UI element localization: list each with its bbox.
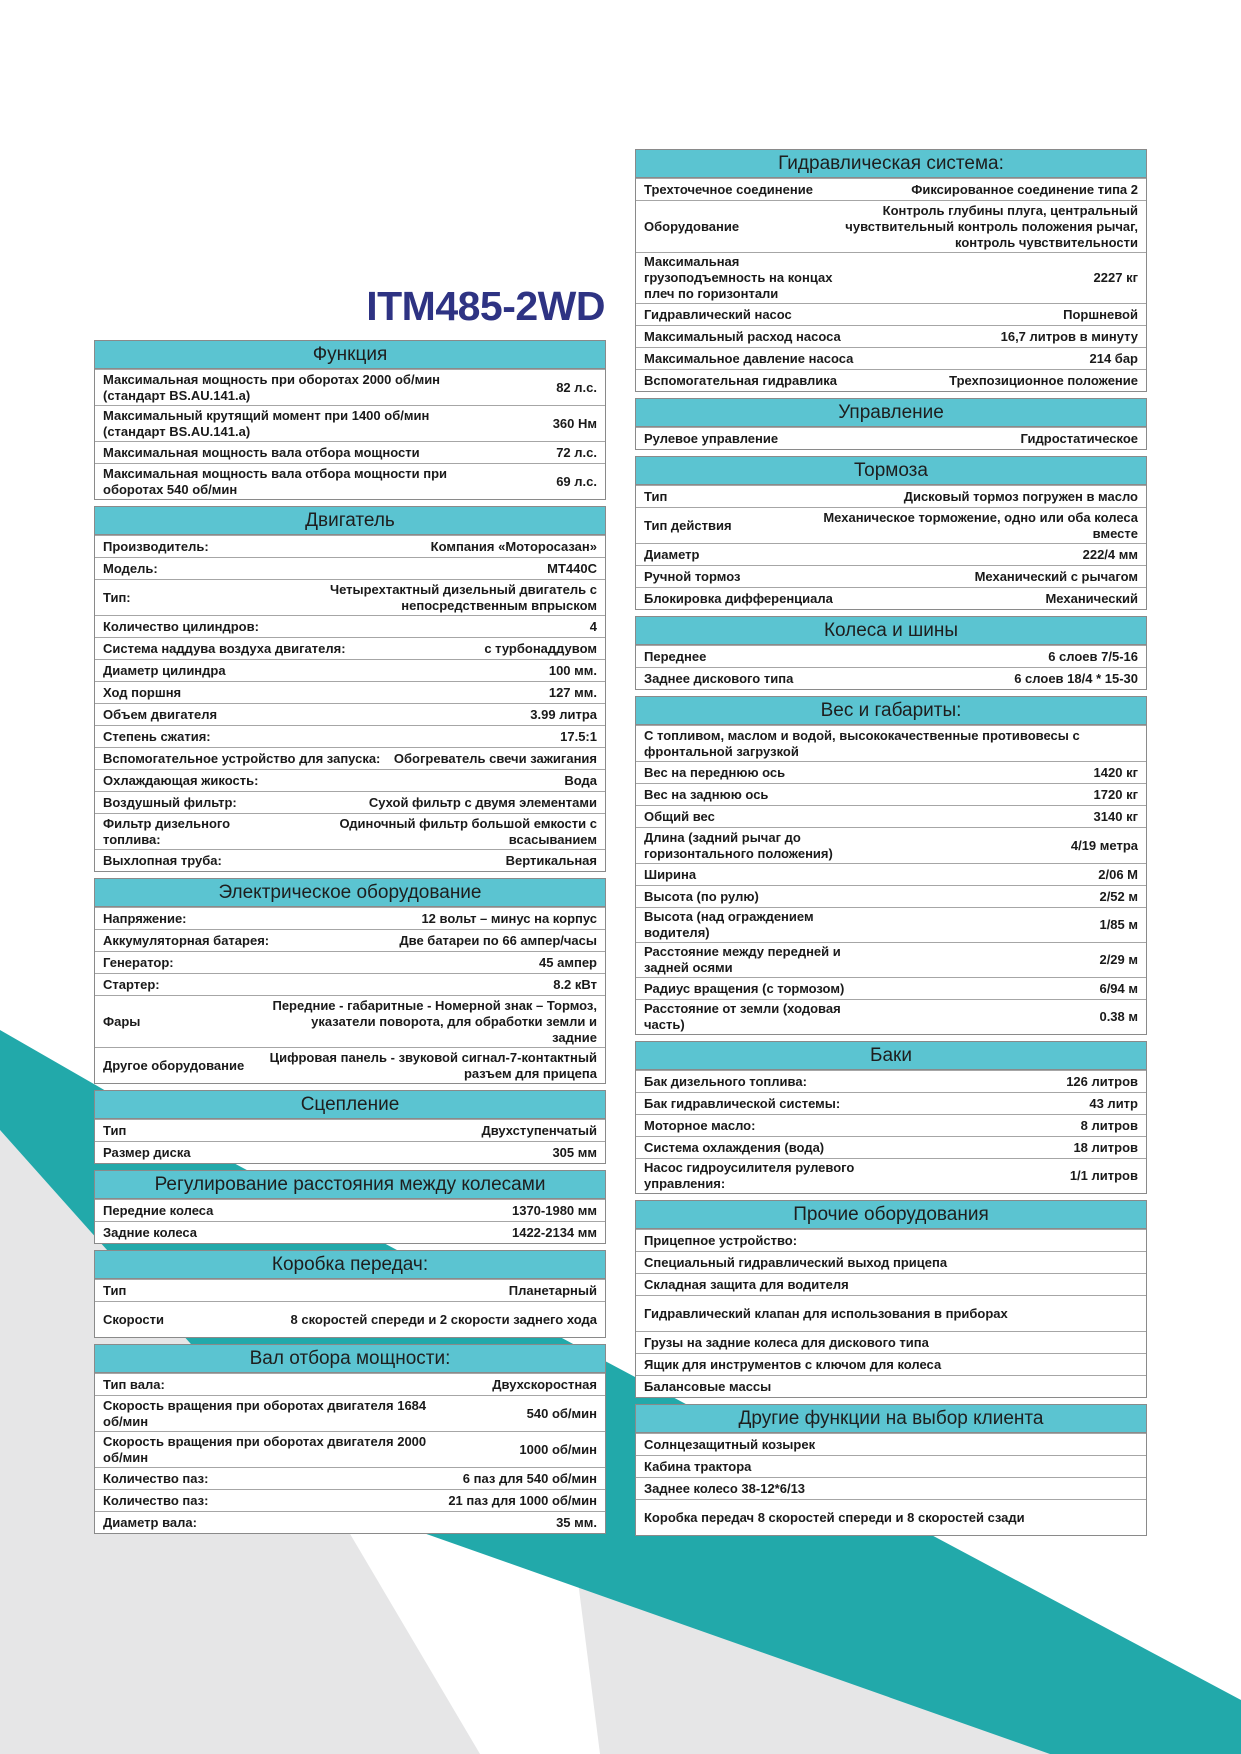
spec-row [636, 1251, 1146, 1273]
spec-value: Вода [564, 772, 597, 788]
spec-label: Вес на переднюю ось [644, 764, 786, 780]
spec-row [636, 805, 1146, 827]
spec-value: Одиночный фильтр большой емкости с всасыванием [339, 815, 597, 847]
spec-section [94, 1344, 606, 1534]
spec-value: 1720 кг [1093, 786, 1138, 802]
spec-label: Общий вес [644, 808, 715, 824]
spec-label: Скорости [103, 1311, 164, 1327]
spec-label: Рулевое управление [644, 430, 779, 446]
spec-row [636, 667, 1146, 689]
spec-label: Производитель: [103, 538, 209, 554]
spec-section [635, 696, 1147, 1035]
spec-label: Количество цилиндров: [103, 618, 259, 634]
spec-label: Генератор: [103, 954, 174, 970]
spec-row [95, 929, 605, 951]
spec-value: 1370-1980 мм [511, 1202, 597, 1218]
spec-row [636, 1375, 1146, 1397]
spec-section [635, 456, 1147, 610]
spec-label: Максимальная мощность при оборотах 2000 об/мин (стандарт BS.AU.141.a) [103, 371, 441, 403]
spec-label: Тип: [103, 589, 131, 605]
spec-section [635, 1200, 1147, 1398]
spec-value: 214 бар [1089, 350, 1138, 366]
spec-label: Максимальная мощность вала отбора мощности при оборотах 540 об/мин [103, 465, 448, 497]
spec-label: Трехточечное соединение [644, 181, 813, 197]
section-title: Другие функции на выбор клиента [636, 1405, 1146, 1433]
spec-value: 2/29 м [1099, 952, 1138, 967]
spec-value: 35 мм. [556, 1514, 597, 1530]
spec-value: 8.2 кВт [553, 976, 597, 992]
spec-section [94, 1250, 606, 1338]
spec-label: Фильтр дизельного топлива: [103, 815, 231, 847]
spec-row [95, 1395, 605, 1431]
spec-row [636, 645, 1146, 667]
section-title: Функция [95, 341, 605, 369]
spec-value: Передние - габаритные - Номерной знак – Тормоз, указатели поворота, для обработки земли и задние [272, 997, 597, 1045]
spec-value: MT440C [547, 560, 597, 576]
spec-value: Двухскоростная [492, 1376, 597, 1392]
spec-label: Скорость вращения при оборотах двигателя 2000 об/мин [103, 1433, 427, 1465]
spec-label: Степень сжатия: [103, 728, 211, 744]
spec-label: Максимальный расход насоса [644, 328, 841, 344]
spec-label: Моторное масло: [644, 1117, 756, 1133]
spec-value: 16,7 литров в минуту [1000, 328, 1138, 344]
spec-row [95, 557, 605, 579]
spec-row [636, 347, 1146, 369]
spec-label: Ящик для инструментов с ключом для колеса [644, 1356, 942, 1372]
spec-value: 4 [589, 618, 597, 634]
spec-value: Четырехтактный дизельный двигатель с непосредственным впрыском [329, 581, 597, 613]
spec-value: 72 л.с. [556, 444, 597, 460]
spec-label: Количество паз: [103, 1470, 209, 1486]
spec-value: 45 ампер [539, 954, 597, 970]
section-title: Баки [636, 1042, 1146, 1070]
spec-row [636, 1092, 1146, 1114]
section-title: Сцепление [95, 1091, 605, 1119]
spec-section [94, 1090, 606, 1164]
spec-row [636, 1499, 1146, 1535]
section-title: Электрическое оборудование [95, 879, 605, 907]
spec-label: Блокировка дифференциала [644, 590, 833, 606]
spec-label: Вес на заднюю ось [644, 786, 769, 802]
spec-value: 1/1 литров [1069, 1168, 1138, 1183]
spec-section [635, 1041, 1147, 1194]
spec-label: Высота (по рулю) [644, 888, 759, 904]
spec-row [636, 1114, 1146, 1136]
spec-value: Сухой фильтр с двумя элементами [368, 794, 597, 810]
spec-value: 0.38 м [1099, 1009, 1138, 1024]
spec-value: 222/4 мм [1082, 546, 1138, 562]
spec-row [636, 1455, 1146, 1477]
section-title: Вес и габариты: [636, 697, 1146, 725]
left-column [94, 340, 606, 1540]
spec-label: Система наддува воздуха двигателя: [103, 640, 346, 656]
spec-label: Заднее дискового типа [644, 670, 794, 686]
spec-row [636, 863, 1146, 885]
spec-value: 6 слоев 7/5-16 [1048, 648, 1138, 664]
spec-value: Цифровая панель - звуковой сигнал-7-контактный разъем для прицепа [269, 1049, 597, 1081]
section-title: Прочие оборудования [636, 1201, 1146, 1229]
spec-row [95, 369, 605, 405]
spec-value: 18 литров [1073, 1139, 1138, 1155]
spec-row [636, 565, 1146, 587]
spec-label: Система охлаждения (вода) [644, 1139, 825, 1155]
spec-label: Фары [103, 1013, 141, 1029]
section-title: Колеса и шины [636, 617, 1146, 645]
spec-label: Гидравлический клапан для использования в приборах [644, 1305, 1008, 1321]
spec-row [95, 995, 605, 1047]
spec-section [635, 149, 1147, 392]
spec-value: 1000 об/мин [519, 1441, 597, 1457]
spec-row [95, 615, 605, 637]
spec-row [636, 507, 1146, 543]
spec-row [636, 587, 1146, 609]
spec-row [636, 999, 1146, 1034]
spec-row [95, 725, 605, 747]
spec-row [636, 543, 1146, 565]
spec-row [636, 907, 1146, 942]
spec-row [636, 1158, 1146, 1193]
spec-label: Задние колеса [103, 1224, 198, 1240]
spec-value: Механическое торможение, одно или оба колеса вместе [823, 509, 1138, 541]
spec-row [95, 1047, 605, 1083]
spec-label: Стартер: [103, 976, 160, 992]
spec-row [95, 1489, 605, 1511]
spec-row [95, 1373, 605, 1395]
spec-label: Выхлопная труба: [103, 852, 222, 868]
spec-label: Грузы на задние колеса для дискового типа [644, 1334, 929, 1350]
spec-value: 1420 кг [1093, 764, 1138, 780]
spec-value: 127 мм. [548, 684, 597, 700]
spec-value: Двухступенчатый [481, 1122, 597, 1138]
spec-row [95, 813, 605, 849]
spec-row [95, 463, 605, 499]
spec-row [636, 1433, 1146, 1455]
spec-section [635, 1404, 1147, 1536]
spec-value: 6 паз для 540 об/мин [462, 1470, 597, 1486]
spec-label: Тип действия [644, 517, 732, 533]
spec-value: 360 Нм [552, 415, 597, 431]
spec-label: Заднее колесо 38-12*6/13 [644, 1480, 806, 1496]
spec-label: Диаметр цилиндра [103, 662, 226, 678]
spec-row [636, 252, 1146, 303]
spec-label: Специальный гидравлический выход прицепа [644, 1254, 948, 1270]
spec-row [636, 1273, 1146, 1295]
product-title: ITM485-2WD [366, 283, 605, 329]
spec-row [636, 827, 1146, 863]
spec-label: Вспомогательная гидравлика [644, 372, 838, 388]
spec-label: Тип [644, 488, 668, 504]
spec-row [95, 405, 605, 441]
spec-row [636, 977, 1146, 999]
spec-value: 1/85 м [1099, 917, 1138, 932]
spec-section [635, 616, 1147, 690]
spec-label: Расстояние между передней и задней осями [644, 944, 841, 975]
spec-label: Размер диска [103, 1144, 191, 1160]
spec-value: 8 литров [1080, 1117, 1138, 1133]
spec-value: Вертикальная [505, 852, 597, 868]
spec-label: Гидравлический насос [644, 306, 792, 322]
section-title: Тормоза [636, 457, 1146, 485]
spec-value: Две батареи по 66 ампер/часы [399, 932, 597, 948]
spec-row [636, 325, 1146, 347]
spec-value: 12 вольт – минус на корпус [421, 910, 597, 926]
spec-value: 305 мм [552, 1144, 597, 1160]
spec-value: 17.5:1 [560, 728, 597, 744]
spec-value: Компания «Моторосазан» [430, 538, 597, 554]
spec-row [95, 1199, 605, 1221]
spec-label: Максимальная грузоподъемность на концах плеч по горизонтали [644, 254, 833, 301]
spec-row [95, 637, 605, 659]
spec-label: Радиус вращения (с тормозом) [644, 980, 845, 996]
spec-row [95, 849, 605, 871]
spec-label: Переднее [644, 648, 707, 664]
spec-row [636, 1070, 1146, 1092]
spec-value: 4/19 метра [1070, 837, 1138, 853]
spec-row [636, 303, 1146, 325]
spec-row [636, 761, 1146, 783]
spec-value: 21 паз для 1000 об/мин [448, 1492, 597, 1508]
spec-label: Солнцезащитный козырек [644, 1436, 816, 1452]
spec-value: с турбонаддувом [484, 640, 597, 656]
spec-value: 8 скоростей спереди и 2 скорости заднего хода [290, 1311, 597, 1327]
spec-value: 6/94 м [1099, 980, 1138, 996]
spec-value: 126 литров [1066, 1073, 1138, 1089]
spec-row [95, 1119, 605, 1141]
spec-label: Бак дизельного топлива: [644, 1073, 807, 1089]
spec-value: 43 литр [1089, 1095, 1138, 1111]
spec-label: Аккумуляторная батарея: [103, 932, 270, 948]
spec-row [95, 681, 605, 703]
spec-row [95, 1221, 605, 1243]
spec-label: Воздушный фильтр: [103, 794, 237, 810]
spec-label: Тип [103, 1282, 127, 1298]
spec-label: Тип [103, 1122, 127, 1138]
section-title: Гидравлическая система: [636, 150, 1146, 178]
spec-label: Охлаждающая жикость: [103, 772, 259, 788]
spec-value: Трехпозиционное положение [949, 372, 1138, 388]
spec-row [95, 579, 605, 615]
spec-label: Количество паз: [103, 1492, 209, 1508]
spec-value: 3.99 литра [530, 706, 597, 722]
spec-row [636, 200, 1146, 252]
section-title: Регулирование расстояния между колесами [95, 1171, 605, 1199]
spec-row [95, 747, 605, 769]
spec-value: 2227 кг [1093, 270, 1138, 285]
spec-value: Механический [1045, 590, 1138, 606]
spec-label: Диаметр вала: [103, 1514, 197, 1530]
spec-value: Обогреватель свечи зажигания [393, 750, 597, 766]
spec-value: 540 об/мин [526, 1405, 597, 1421]
spec-label: Диаметр [644, 546, 700, 562]
spec-row [636, 1136, 1146, 1158]
spec-row [636, 178, 1146, 200]
spec-section [94, 340, 606, 500]
spec-row [95, 1431, 605, 1467]
spec-row [636, 427, 1146, 449]
spec-row [95, 973, 605, 995]
spec-row [95, 1279, 605, 1301]
spec-label: Расстояние от земли (ходовая часть) [644, 1001, 841, 1032]
spec-row [95, 1141, 605, 1163]
section-title: Двигатель [95, 507, 605, 535]
spec-row [95, 1467, 605, 1489]
spec-label: Передние колеса [103, 1202, 214, 1218]
spec-row [95, 791, 605, 813]
spec-label: С топливом, маслом и водой, высококачественные противовесы с фронтальной загрузкой [644, 727, 1080, 759]
spec-row [636, 369, 1146, 391]
spec-section [94, 878, 606, 1084]
spec-row [95, 659, 605, 681]
spec-label: Ручной тормоз [644, 568, 741, 584]
spec-label: Скорость вращения при оборотах двигателя 1684 об/мин [103, 1397, 427, 1429]
spec-row [636, 725, 1146, 761]
spec-label: Тип вала: [103, 1376, 165, 1392]
spec-label: Прицепное устройство: [644, 1232, 798, 1248]
spec-value: 1422-2134 мм [511, 1224, 597, 1240]
spec-row [95, 1301, 605, 1337]
spec-row [636, 783, 1146, 805]
spec-row [95, 907, 605, 929]
spec-value: 2/52 м [1099, 888, 1138, 904]
spec-label: Объем двигателя [103, 706, 218, 722]
spec-section [94, 506, 606, 872]
spec-value: 100 мм. [548, 662, 597, 678]
spec-value: Механический с рычагом [974, 568, 1138, 584]
spec-row [636, 485, 1146, 507]
spec-row [636, 1331, 1146, 1353]
spec-value: Гидростатическое [1020, 430, 1138, 446]
spec-label: Модель: [103, 560, 158, 576]
spec-row [95, 535, 605, 557]
spec-value: 69 л.с. [556, 473, 597, 489]
spec-value: 82 л.с. [556, 379, 597, 395]
spec-value: 3140 кг [1093, 808, 1138, 824]
spec-row [636, 1295, 1146, 1331]
spec-label: Высота (над ограждением водителя) [644, 909, 814, 940]
spec-row [95, 441, 605, 463]
spec-row [95, 1511, 605, 1533]
spec-section [94, 1170, 606, 1244]
spec-label: Балансовые массы [644, 1378, 772, 1394]
spec-row [95, 951, 605, 973]
section-title: Вал отбора мощности: [95, 1345, 605, 1373]
spec-label: Коробка передач 8 скоростей спереди и 8 скоростей сзади [644, 1509, 1025, 1525]
right-column [635, 149, 1147, 1542]
spec-label: Бак гидравлической системы: [644, 1095, 841, 1111]
spec-label: Насос гидроусилителя рулевого управления: [644, 1160, 855, 1191]
spec-value: Дисковый тормоз погружен в масло [903, 488, 1138, 504]
spec-label: Кабина трактора [644, 1458, 752, 1474]
spec-label: Максимальное давление насоса [644, 350, 854, 366]
spec-label: Длина (задний рычаг до горизонтального положения) [644, 829, 833, 861]
spec-value: 6 слоев 18/4 * 15-30 [1014, 670, 1138, 686]
spec-row [95, 703, 605, 725]
spec-row [636, 1353, 1146, 1375]
spec-row [636, 942, 1146, 977]
spec-label: Складная защита для водителя [644, 1276, 849, 1292]
spec-label: Другое оборудование [103, 1057, 245, 1073]
spec-label: Вспомогательное устройство для запуска: [103, 750, 381, 766]
spec-value: 2/06 М [1098, 866, 1138, 882]
spec-row [95, 769, 605, 791]
spec-row [636, 1477, 1146, 1499]
spec-value: Контроль глубины плуга, центральный чувствительный контроль положения рычаг, контроль чувствительности [845, 202, 1138, 250]
section-title: Управление [636, 399, 1146, 427]
spec-label: Ход поршня [103, 684, 182, 700]
spec-label: Ширина [644, 866, 697, 882]
spec-value: Фиксированное соединение типа 2 [911, 181, 1138, 197]
spec-value: Поршневой [1063, 306, 1138, 322]
spec-label: Максимальная мощность вала отбора мощности [103, 444, 420, 460]
spec-value: Планетарный [508, 1282, 597, 1298]
spec-label: Напряжение: [103, 910, 187, 926]
spec-label: Оборудование [644, 218, 740, 234]
spec-label: Максимальный крутящий момент при 1400 об/мин (стандарт BS.AU.141.a) [103, 407, 430, 439]
spec-row [636, 885, 1146, 907]
spec-section [635, 398, 1147, 450]
spec-row [636, 1229, 1146, 1251]
section-title: Коробка передач: [95, 1251, 605, 1279]
